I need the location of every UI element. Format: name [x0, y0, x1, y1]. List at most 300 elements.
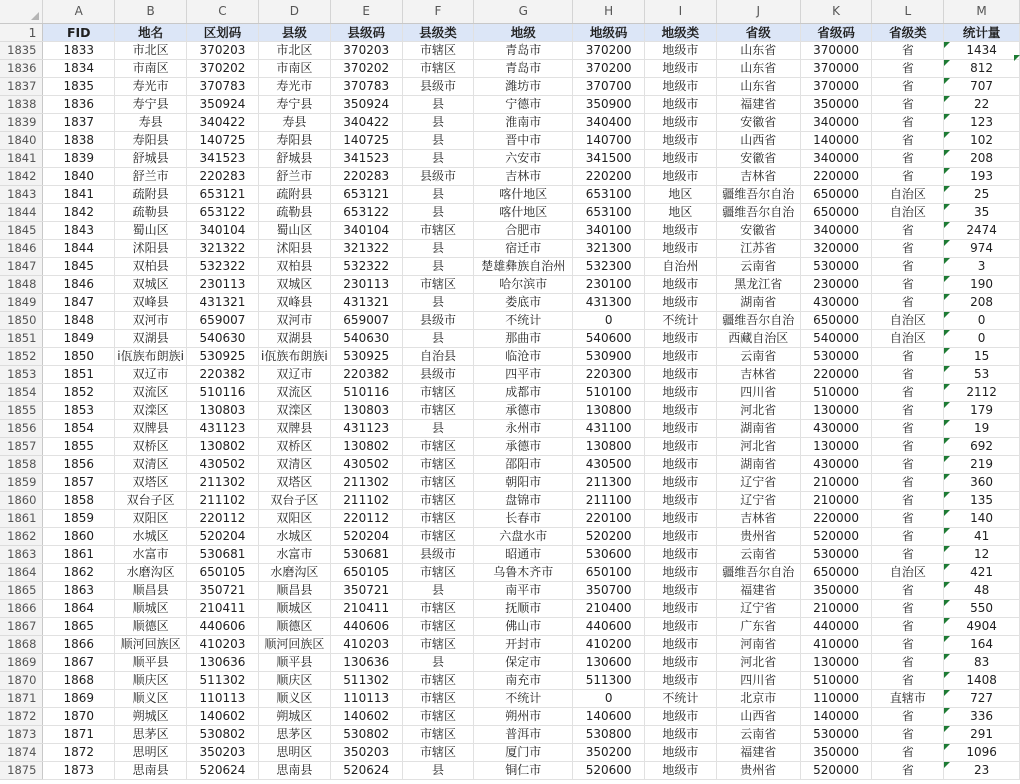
table-cell[interactable]: 省 [872, 743, 944, 761]
table-cell[interactable]: 510116 [330, 383, 402, 401]
table-cell[interactable]: 地级市 [645, 401, 717, 419]
table-cell[interactable]: 那曲市 [474, 329, 573, 347]
table-cell[interactable]: 1851 [43, 365, 115, 383]
table-cell[interactable]: 双峰县 [258, 293, 330, 311]
table-cell[interactable]: 1872 [43, 743, 115, 761]
table-cell[interactable]: 顺德区 [258, 617, 330, 635]
table-cell[interactable]: 1861 [43, 545, 115, 563]
table-cell[interactable]: 511302 [187, 671, 259, 689]
table-cell[interactable]: 地级市 [645, 419, 717, 437]
table-cell[interactable]: 省 [872, 509, 944, 527]
table-cell[interactable]: 市辖区 [402, 743, 474, 761]
table-cell[interactable]: 地级市 [645, 293, 717, 311]
table-cell[interactable]: 530000 [800, 347, 872, 365]
table-cell[interactable]: 341500 [573, 149, 645, 167]
table-cell[interactable]: 地级市 [645, 131, 717, 149]
table-cell[interactable]: 顺河回族区 [258, 635, 330, 653]
table-cell[interactable]: 水富市 [115, 545, 187, 563]
table-cell[interactable]: 1873 [43, 761, 115, 779]
table-cell[interactable]: 220300 [573, 365, 645, 383]
table-cell[interactable]: 市辖区 [402, 671, 474, 689]
table-cell[interactable]: 地级市 [645, 437, 717, 455]
table-cell[interactable]: 1867 [43, 653, 115, 671]
table-cell[interactable]: 341523 [330, 149, 402, 167]
table-cell[interactable]: 370000 [800, 59, 872, 77]
table-cell[interactable]: 省 [872, 725, 944, 743]
table-cell[interactable]: 0 [573, 311, 645, 329]
table-cell[interactable]: 1865 [43, 617, 115, 635]
table-cell[interactable]: 1842 [43, 203, 115, 221]
table-cell[interactable]: 福建省 [716, 581, 800, 599]
table-cell[interactable] [944, 419, 1020, 437]
table-cell[interactable]: 市辖区 [402, 491, 474, 509]
table-cell[interactable]: 431321 [330, 293, 402, 311]
table-cell[interactable]: 地级市 [645, 707, 717, 725]
table-cell[interactable]: 440600 [573, 617, 645, 635]
table-cell[interactable]: 寿阳县 [115, 131, 187, 149]
table-cell[interactable]: 130600 [573, 653, 645, 671]
table-cell[interactable]: 350700 [573, 581, 645, 599]
table-cell[interactable] [944, 131, 1020, 149]
table-cell[interactable]: 410000 [800, 635, 872, 653]
table-cell[interactable]: 130803 [330, 401, 402, 419]
table-cell[interactable]: 地级市 [645, 509, 717, 527]
table-cell[interactable] [944, 167, 1020, 185]
table-cell[interactable]: 昭通市 [474, 545, 573, 563]
table-cell[interactable]: 430502 [187, 455, 259, 473]
table-cell[interactable]: 水富市 [258, 545, 330, 563]
header-cell-fid[interactable]: FID [43, 23, 115, 41]
table-cell[interactable]: 130000 [800, 437, 872, 455]
table-cell[interactable]: 舒兰市 [115, 167, 187, 185]
table-cell[interactable] [944, 653, 1020, 671]
table-cell[interactable]: 1866 [43, 635, 115, 653]
table-cell[interactable]: 市辖区 [402, 455, 474, 473]
table-cell[interactable]: 思茅区 [258, 725, 330, 743]
table-cell[interactable]: 市辖区 [402, 59, 474, 77]
table-cell[interactable]: 210411 [187, 599, 259, 617]
table-cell[interactable]: 顺平县 [258, 653, 330, 671]
table-cell[interactable]: 650000 [800, 311, 872, 329]
table-cell[interactable]: 510100 [573, 383, 645, 401]
table-cell[interactable]: 顺庆区 [258, 671, 330, 689]
table-cell[interactable]: 1836 [43, 95, 115, 113]
table-cell[interactable]: 220112 [330, 509, 402, 527]
table-cell[interactable]: 市辖区 [402, 275, 474, 293]
table-cell[interactable]: 1852 [43, 383, 115, 401]
table-cell[interactable] [944, 383, 1020, 401]
table-cell[interactable]: 顺昌县 [258, 581, 330, 599]
table-cell[interactable]: 350200 [573, 743, 645, 761]
table-cell[interactable]: 省 [872, 653, 944, 671]
row-header[interactable]: 1855 [0, 401, 43, 419]
table-cell[interactable]: 河北省 [716, 401, 800, 419]
header-cell-province-code[interactable]: 省级码 [800, 23, 872, 41]
table-cell[interactable]: 530900 [573, 347, 645, 365]
table-cell[interactable]: 140602 [330, 707, 402, 725]
table-cell[interactable]: 地级市 [645, 491, 717, 509]
table-cell[interactable] [944, 239, 1020, 257]
header-cell-province[interactable]: 省级 [716, 23, 800, 41]
table-cell[interactable] [944, 707, 1020, 725]
table-cell[interactable]: 341523 [187, 149, 259, 167]
table-cell[interactable]: 1845 [43, 257, 115, 275]
table-cell[interactable]: 540630 [330, 329, 402, 347]
table-cell[interactable]: 疆维吾尔自治 [716, 203, 800, 221]
table-cell[interactable]: 水城区 [258, 527, 330, 545]
table-cell[interactable]: 双塔区 [115, 473, 187, 491]
column-header-m[interactable]: M [944, 0, 1020, 23]
table-cell[interactable]: 南平市 [474, 581, 573, 599]
row-header[interactable]: 1861 [0, 509, 43, 527]
table-cell[interactable]: 寿宁县 [115, 95, 187, 113]
table-cell[interactable]: 市辖区 [402, 599, 474, 617]
table-cell[interactable]: 直辖市 [872, 689, 944, 707]
table-cell[interactable]: 地级市 [645, 545, 717, 563]
table-cell[interactable] [944, 671, 1020, 689]
table-cell[interactable] [944, 437, 1020, 455]
row-header[interactable]: 1858 [0, 455, 43, 473]
table-cell[interactable]: 娄底市 [474, 293, 573, 311]
table-cell[interactable]: 双桥区 [258, 437, 330, 455]
table-cell[interactable]: 地级市 [645, 653, 717, 671]
table-cell[interactable]: 321322 [330, 239, 402, 257]
table-cell[interactable]: 市辖区 [402, 635, 474, 653]
table-cell[interactable]: 653121 [330, 185, 402, 203]
table-cell[interactable]: 省 [872, 131, 944, 149]
table-cell[interactable]: 市辖区 [402, 473, 474, 491]
row-header[interactable]: 1840 [0, 131, 43, 149]
table-cell[interactable]: 110000 [800, 689, 872, 707]
table-cell[interactable]: 321322 [187, 239, 259, 257]
table-cell[interactable]: 1857 [43, 473, 115, 491]
table-cell[interactable]: 县 [402, 761, 474, 779]
table-cell[interactable] [944, 761, 1020, 779]
table-cell[interactable]: 220112 [187, 509, 259, 527]
table-cell[interactable]: 510000 [800, 671, 872, 689]
column-header-g[interactable]: G [474, 0, 573, 23]
row-header[interactable]: 1870 [0, 671, 43, 689]
table-cell[interactable]: 1856 [43, 455, 115, 473]
table-cell[interactable]: 140600 [573, 707, 645, 725]
table-cell[interactable]: 县 [402, 185, 474, 203]
table-cell[interactable]: 湖南省 [716, 455, 800, 473]
row-header[interactable]: 1871 [0, 689, 43, 707]
table-cell[interactable]: 水磨沟区 [258, 563, 330, 581]
table-cell[interactable]: 省 [872, 581, 944, 599]
table-cell[interactable]: 开封市 [474, 635, 573, 653]
table-cell[interactable]: 350000 [800, 581, 872, 599]
table-cell[interactable]: 双清区 [258, 455, 330, 473]
table-cell[interactable]: 地级市 [645, 671, 717, 689]
table-cell[interactable]: 省 [872, 365, 944, 383]
table-cell[interactable]: 哈尔滨市 [474, 275, 573, 293]
table-cell[interactable]: 江苏省 [716, 239, 800, 257]
column-header-i[interactable]: I [645, 0, 717, 23]
table-cell[interactable]: 朔城区 [115, 707, 187, 725]
table-cell[interactable]: 西藏自治区 [716, 329, 800, 347]
table-cell[interactable]: 130000 [800, 653, 872, 671]
row-header[interactable]: 1836 [0, 59, 43, 77]
table-cell[interactable]: 自治区 [872, 185, 944, 203]
table-cell[interactable]: 双塔区 [258, 473, 330, 491]
row-header[interactable]: 1844 [0, 203, 43, 221]
table-cell[interactable]: 省 [872, 401, 944, 419]
table-cell[interactable]: 1870 [43, 707, 115, 725]
table-cell[interactable]: 疏勒县 [115, 203, 187, 221]
table-cell[interactable]: 211300 [573, 473, 645, 491]
column-header-c[interactable]: C [187, 0, 259, 23]
table-cell[interactable]: 不统计 [645, 311, 717, 329]
table-cell[interactable]: 乌鲁木齐市 [474, 563, 573, 581]
table-cell[interactable]: 430500 [573, 455, 645, 473]
table-cell[interactable]: 1868 [43, 671, 115, 689]
table-cell[interactable]: 宿迁市 [474, 239, 573, 257]
table-cell[interactable]: 520600 [573, 761, 645, 779]
table-cell[interactable]: 朔州市 [474, 707, 573, 725]
table-cell[interactable]: 福建省 [716, 743, 800, 761]
table-cell[interactable]: 1834 [43, 59, 115, 77]
table-cell[interactable]: 220382 [330, 365, 402, 383]
table-cell[interactable]: 370000 [800, 41, 872, 59]
table-cell[interactable]: 临沧市 [474, 347, 573, 365]
table-cell[interactable] [944, 329, 1020, 347]
table-cell[interactable]: 思茅区 [115, 725, 187, 743]
table-cell[interactable] [944, 203, 1020, 221]
table-cell[interactable]: 盘锦市 [474, 491, 573, 509]
row-header[interactable]: 1869 [0, 653, 43, 671]
table-cell[interactable]: 双滦区 [258, 401, 330, 419]
table-cell[interactable]: 寿宁县 [258, 95, 330, 113]
table-cell[interactable]: 省 [872, 239, 944, 257]
table-cell[interactable] [944, 347, 1020, 365]
table-cell[interactable]: 350924 [330, 95, 402, 113]
table-cell[interactable]: 370200 [573, 59, 645, 77]
table-cell[interactable]: 321300 [573, 239, 645, 257]
table-cell[interactable]: 双峰县 [115, 293, 187, 311]
row-header[interactable]: 1872 [0, 707, 43, 725]
table-cell[interactable]: 431300 [573, 293, 645, 311]
row-header[interactable]: 1853 [0, 365, 43, 383]
table-cell[interactable]: 南充市 [474, 671, 573, 689]
table-cell[interactable]: 地级市 [645, 221, 717, 239]
table-cell[interactable]: 340104 [187, 221, 259, 239]
table-cell[interactable]: 530000 [800, 545, 872, 563]
column-header-e[interactable]: E [330, 0, 402, 23]
table-cell[interactable]: 440000 [800, 617, 872, 635]
table-cell[interactable]: 四平市 [474, 365, 573, 383]
table-cell[interactable]: 1847 [43, 293, 115, 311]
table-cell[interactable]: 湖南省 [716, 419, 800, 437]
table-cell[interactable]: 省 [872, 599, 944, 617]
table-cell[interactable]: 320000 [800, 239, 872, 257]
table-cell[interactable]: 寿阳县 [258, 131, 330, 149]
table-cell[interactable]: 130800 [573, 437, 645, 455]
table-cell[interactable]: 楚雄彝族自治州 [474, 257, 573, 275]
table-cell[interactable]: 0 [573, 689, 645, 707]
table-cell[interactable]: 寿县 [115, 113, 187, 131]
table-cell[interactable]: 双河市 [115, 311, 187, 329]
table-cell[interactable]: 530000 [800, 725, 872, 743]
table-cell[interactable]: 431123 [330, 419, 402, 437]
table-cell[interactable] [944, 509, 1020, 527]
row-header[interactable]: 1851 [0, 329, 43, 347]
table-cell[interactable]: 疏勒县 [258, 203, 330, 221]
table-cell[interactable]: 省 [872, 59, 944, 77]
table-cell[interactable]: 1843 [43, 221, 115, 239]
table-cell[interactable]: 蜀山区 [115, 221, 187, 239]
table-cell[interactable]: 省 [872, 437, 944, 455]
table-cell[interactable]: 520000 [800, 761, 872, 779]
table-cell[interactable]: 370783 [330, 77, 402, 95]
table-cell[interactable]: 省 [872, 761, 944, 779]
table-cell[interactable]: 地级市 [645, 77, 717, 95]
table-cell[interactable]: 河北省 [716, 437, 800, 455]
table-cell[interactable]: 140725 [330, 131, 402, 149]
table-cell[interactable]: 县 [402, 329, 474, 347]
table-cell[interactable]: 650000 [800, 203, 872, 221]
table-cell[interactable]: 邵阳市 [474, 455, 573, 473]
table-cell[interactable]: 540630 [187, 329, 259, 347]
table-cell[interactable]: 承德市 [474, 401, 573, 419]
table-cell[interactable]: 530802 [187, 725, 259, 743]
table-cell[interactable]: 双牌县 [258, 419, 330, 437]
table-cell[interactable]: 地级市 [645, 365, 717, 383]
table-cell[interactable] [944, 527, 1020, 545]
table-cell[interactable]: 县级市 [402, 311, 474, 329]
table-cell[interactable]: 350721 [187, 581, 259, 599]
table-cell[interactable]: 340000 [800, 149, 872, 167]
table-cell[interactable]: 340422 [330, 113, 402, 131]
table-cell[interactable]: 青岛市 [474, 59, 573, 77]
table-cell[interactable]: 350900 [573, 95, 645, 113]
table-cell[interactable]: 410203 [330, 635, 402, 653]
table-cell[interactable]: 普洱市 [474, 725, 573, 743]
column-header-l[interactable]: L [872, 0, 944, 23]
table-cell[interactable]: 530802 [330, 725, 402, 743]
table-cell[interactable]: 地级市 [645, 383, 717, 401]
table-cell[interactable]: 510000 [800, 383, 872, 401]
table-cell[interactable]: 510116 [187, 383, 259, 401]
table-cell[interactable]: 省 [872, 491, 944, 509]
table-cell[interactable] [944, 149, 1020, 167]
table-cell[interactable]: 532300 [573, 257, 645, 275]
table-cell[interactable]: 210411 [330, 599, 402, 617]
table-cell[interactable]: 130802 [330, 437, 402, 455]
table-cell[interactable] [944, 743, 1020, 761]
table-cell[interactable]: 220283 [187, 167, 259, 185]
table-cell[interactable]: 350721 [330, 581, 402, 599]
table-cell[interactable]: 210000 [800, 599, 872, 617]
row-header[interactable]: 1859 [0, 473, 43, 491]
table-cell[interactable]: 1862 [43, 563, 115, 581]
row-header[interactable]: 1864 [0, 563, 43, 581]
table-cell[interactable]: 双桥区 [115, 437, 187, 455]
table-cell[interactable]: 110113 [330, 689, 402, 707]
table-cell[interactable]: 辽宁省 [716, 473, 800, 491]
table-cell[interactable]: 双流区 [258, 383, 330, 401]
row-header[interactable]: 1848 [0, 275, 43, 293]
table-cell[interactable]: 1853 [43, 401, 115, 419]
table-cell[interactable]: 540000 [800, 329, 872, 347]
table-cell[interactable]: 410203 [187, 635, 259, 653]
row-header[interactable]: 1865 [0, 581, 43, 599]
table-cell[interactable]: 青岛市 [474, 41, 573, 59]
table-cell[interactable]: 211302 [187, 473, 259, 491]
table-cell[interactable]: 水城区 [115, 527, 187, 545]
table-cell[interactable]: 地级市 [645, 455, 717, 473]
table-cell[interactable]: 云南省 [716, 347, 800, 365]
row-header[interactable]: 1875 [0, 761, 43, 779]
table-cell[interactable]: 省 [872, 545, 944, 563]
table-cell[interactable]: 福建省 [716, 95, 800, 113]
table-cell[interactable]: 1841 [43, 185, 115, 203]
table-cell[interactable]: 顺河回族区 [115, 635, 187, 653]
table-cell[interactable]: 市辖区 [402, 563, 474, 581]
table-cell[interactable]: 省 [872, 275, 944, 293]
header-cell-prefecture-code[interactable]: 地级码 [573, 23, 645, 41]
table-cell[interactable]: 130803 [187, 401, 259, 419]
table-cell[interactable]: 安徽省 [716, 221, 800, 239]
row-header[interactable]: 1867 [0, 617, 43, 635]
table-cell[interactable]: 地级市 [645, 617, 717, 635]
table-cell[interactable]: 1846 [43, 275, 115, 293]
table-cell[interactable]: 350000 [800, 743, 872, 761]
table-cell[interactable]: 地级市 [645, 761, 717, 779]
table-cell[interactable]: 地级市 [645, 563, 717, 581]
table-cell[interactable]: 双城区 [258, 275, 330, 293]
table-cell[interactable]: 县 [402, 653, 474, 671]
table-cell[interactable]: 370700 [573, 77, 645, 95]
row-header[interactable]: 1843 [0, 185, 43, 203]
table-cell[interactable]: 双城区 [115, 275, 187, 293]
table-cell[interactable]: 疆维吾尔自治 [716, 311, 800, 329]
table-cell[interactable]: 自治州 [645, 257, 717, 275]
table-cell[interactable]: 659007 [187, 311, 259, 329]
table-cell[interactable]: 430000 [800, 293, 872, 311]
table-cell[interactable]: 地级市 [645, 725, 717, 743]
table-cell[interactable]: 思明区 [258, 743, 330, 761]
table-cell[interactable]: 河北省 [716, 653, 800, 671]
row-header[interactable]: 1849 [0, 293, 43, 311]
row-header[interactable]: 1847 [0, 257, 43, 275]
table-cell[interactable]: 440606 [187, 617, 259, 635]
table-cell[interactable]: 贵州省 [716, 527, 800, 545]
table-cell[interactable]: 370202 [187, 59, 259, 77]
table-cell[interactable]: 贵州省 [716, 761, 800, 779]
table-cell[interactable]: 思明区 [115, 743, 187, 761]
table-cell[interactable]: 吉林省 [716, 167, 800, 185]
table-cell[interactable]: 地区 [645, 203, 717, 221]
row-header[interactable]: 1841 [0, 149, 43, 167]
table-cell[interactable]: 县 [402, 203, 474, 221]
table-cell[interactable]: 双柏县 [115, 257, 187, 275]
table-cell[interactable]: 县 [402, 131, 474, 149]
table-cell[interactable]: 1838 [43, 131, 115, 149]
table-cell[interactable]: 省 [872, 77, 944, 95]
table-cell[interactable]: 市辖区 [402, 707, 474, 725]
table-cell[interactable]: 省 [872, 455, 944, 473]
table-cell[interactable]: 自治区 [872, 203, 944, 221]
table-cell[interactable]: 云南省 [716, 545, 800, 563]
table-cell[interactable]: 自治区 [872, 311, 944, 329]
table-cell[interactable]: 县 [402, 95, 474, 113]
table-cell[interactable]: 潍坊市 [474, 77, 573, 95]
header-cell-province-type[interactable]: 省级类 [872, 23, 944, 41]
column-header-j[interactable]: J [716, 0, 800, 23]
table-cell[interactable]: 县 [402, 239, 474, 257]
table-cell[interactable]: 不统计 [474, 689, 573, 707]
